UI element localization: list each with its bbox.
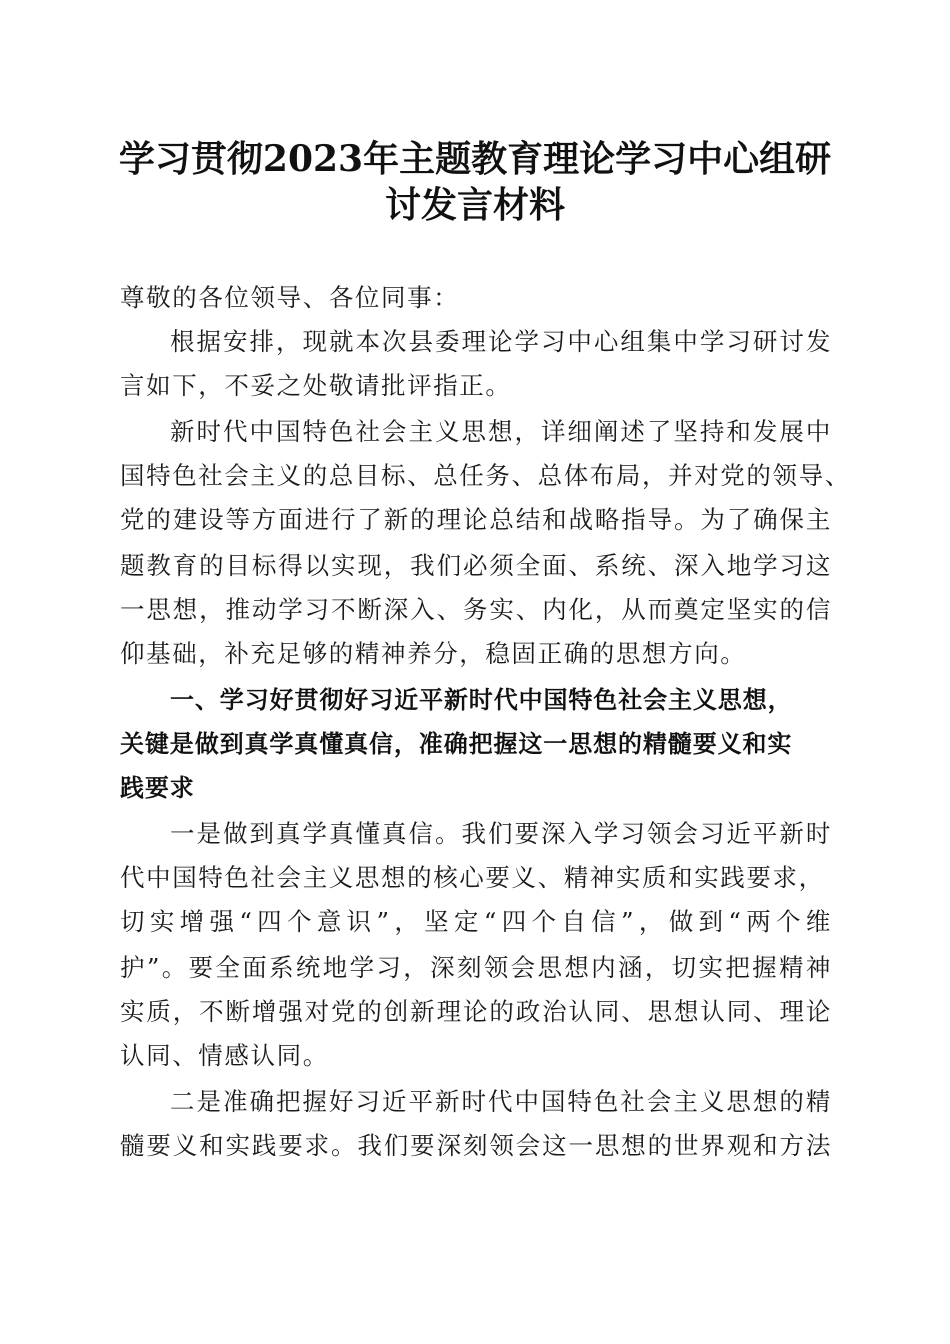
paragraph-2-line: 新时代中国特色社会主义思想，详细阐述了坚持和发展中 [170, 417, 832, 446]
paragraph-2-line: 题教育的目标得以实现，我们必须全面、系统、深入地学习这 [120, 551, 832, 580]
section-heading-line: 一、学习好贯彻好习近平新时代中国特色社会主义思想， [170, 686, 793, 714]
paragraph-1-line: 言如下，不妥之处敬请批评指正。 [120, 371, 512, 400]
paragraph-3-line: 护”。要全面系统地学习，深刻领会思想内涵，切实把握精神 [120, 953, 832, 982]
paragraph-1-line: 根据安排，现就本次县委理论学习中心组集中学习研讨发 [170, 327, 832, 356]
paragraph-3-line: 认同、情感认同。 [120, 1041, 329, 1070]
paragraph-3-line: 代中国特色社会主义思想的核心要义、精神实质和实践要求， [120, 863, 825, 892]
paragraph-2-line: 仰基础，补充足够的精神养分，稳固正确的思想方向。 [120, 639, 747, 668]
paragraph-4-line: 髓要义和实践要求。我们要深刻领会这一思想的世界观和方法 [120, 1131, 832, 1160]
paragraph-3-line: 一是做到真学真懂真信。我们要深入学习领会习近平新时 [170, 819, 832, 848]
salutation: 尊敬的各位领导、各位同事： [120, 283, 460, 312]
paragraph-2-line: 党的建设等方面进行了新的理论总结和战略指导。为了确保主 [120, 505, 832, 534]
paragraph-3-line: 切实增强“四个意识”，坚定“四个自信”，做到“两个维 [120, 907, 832, 936]
paragraph-4-line: 二是准确把握好习近平新时代中国特色社会主义思想的精 [170, 1087, 832, 1116]
document-title-line-2: 讨发言材料 [384, 184, 565, 226]
paragraph-3-line: 实质，不断增强对党的创新理论的政治认同、思想认同、理论 [120, 997, 832, 1026]
document-title-line-1: 学习贯彻2023年主题教育理论学习中心组研 [118, 138, 832, 180]
paragraph-2-line: 一思想，推动学习不断深入、务实、内化，从而奠定坚实的信 [120, 595, 832, 624]
paragraph-2-line: 国特色社会主义的总目标、总任务、总体布局，并对党的领导、 [120, 461, 851, 490]
section-heading-line: 关键是做到真学真懂真信，准确把握这一思想的精髓要义和实 [120, 730, 793, 758]
section-heading-line: 践要求 [120, 774, 195, 802]
